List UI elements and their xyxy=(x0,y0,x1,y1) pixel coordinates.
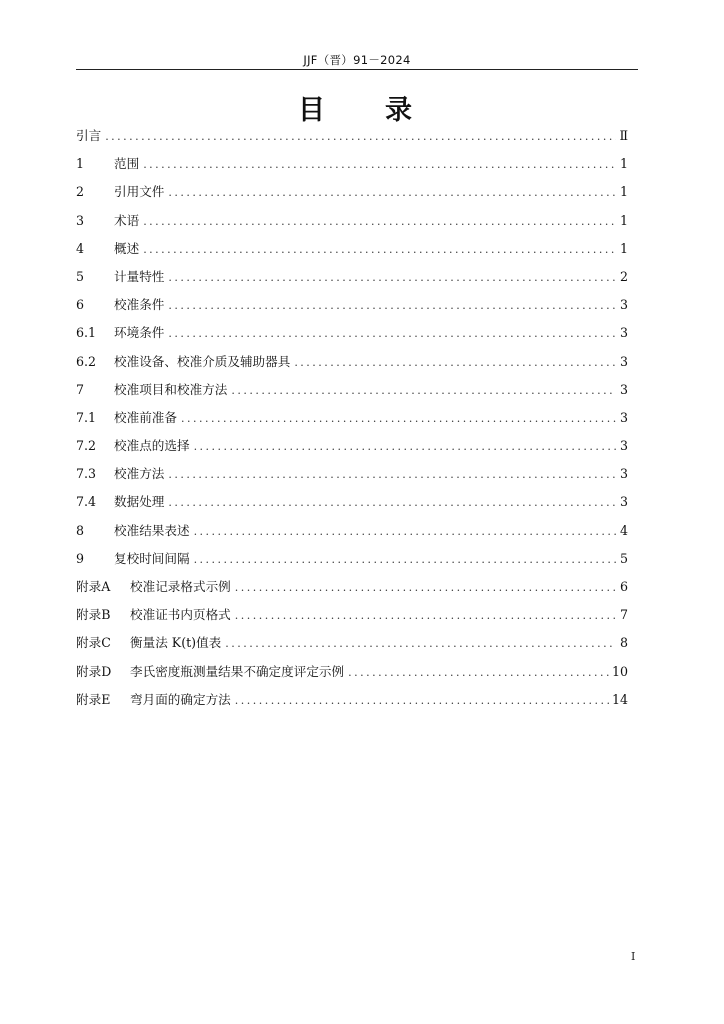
toc-entry-label: 衡量法 K(t)值表 xyxy=(130,635,222,651)
dot-leader xyxy=(194,546,616,574)
toc-entry-number: 9 xyxy=(76,550,85,566)
toc-entry-appendix-b[interactable] xyxy=(76,601,628,629)
dot-leader xyxy=(194,518,616,546)
toc-entry-label: 引用文件 xyxy=(114,184,165,200)
toc-entry-appendix-a[interactable] xyxy=(76,573,628,601)
toc-entry-number: 4 xyxy=(76,240,85,256)
toc-entry-number: 6.2 xyxy=(76,353,97,369)
toc-title: 目录 xyxy=(298,95,472,126)
toc-entry-label: 校准设备、校准介质及辅助器具 xyxy=(114,353,291,369)
toc-entry-label: 校准记录格式示例 xyxy=(130,579,231,594)
dot-leader xyxy=(181,405,616,433)
toc-entry-label: 校准结果表述 xyxy=(114,522,190,538)
toc-entry-page: 2 xyxy=(619,268,628,284)
toc-entry-label: 校准项目和校准方法 xyxy=(114,381,228,397)
toc-entry-page: 3 xyxy=(619,325,628,341)
toc-entry-label: 数据处理 xyxy=(114,494,165,510)
toc-entry-6-1[interactable] xyxy=(76,319,628,347)
dot-leader xyxy=(225,630,616,658)
toc-entry-page: 3 xyxy=(619,494,628,510)
toc-entry-page: 3 xyxy=(619,409,628,425)
toc-entry-page: 3 xyxy=(619,438,628,454)
toc-entry-number: 附录D xyxy=(76,663,112,679)
toc-entry-label: 校准方法 xyxy=(114,466,165,482)
toc-entry-6[interactable] xyxy=(76,291,628,319)
table-of-contents xyxy=(76,122,628,714)
toc-entry-label: 环境条件 xyxy=(114,325,165,341)
toc-entry-number: 附录A xyxy=(76,579,111,594)
dot-leader xyxy=(235,687,610,715)
dot-leader xyxy=(105,123,616,151)
dot-leader xyxy=(294,349,616,377)
toc-entry-label: 引言 xyxy=(76,128,102,143)
toc-entry-label: 李氏密度瓶测量结果不确定度评定示例 xyxy=(130,663,345,679)
toc-entry-page: 3 xyxy=(619,381,628,397)
header-rule xyxy=(76,69,638,70)
toc-entry-number: 7.2 xyxy=(76,438,97,454)
toc-entry-8[interactable] xyxy=(76,517,628,545)
toc-entry-number: 1 xyxy=(76,156,85,172)
toc-entry-page: 10 xyxy=(611,663,628,679)
toc-entry-number: 3 xyxy=(76,212,85,228)
dot-leader xyxy=(143,236,616,264)
toc-entry-page: 3 xyxy=(619,353,628,369)
toc-entry-page: 6 xyxy=(619,579,628,594)
toc-entry-7-2[interactable] xyxy=(76,432,628,460)
toc-entry-9[interactable] xyxy=(76,545,628,573)
toc-entry-appendix-e[interactable] xyxy=(76,686,628,714)
toc-entry-page: 14 xyxy=(611,691,628,707)
toc-entry-5[interactable] xyxy=(76,263,628,291)
dot-leader xyxy=(168,264,616,292)
toc-entry-label: 概述 xyxy=(114,240,140,256)
dot-leader xyxy=(168,179,616,207)
dot-leader xyxy=(168,292,616,320)
toc-entry-label: 校准条件 xyxy=(114,297,165,313)
dot-leader xyxy=(348,659,610,687)
toc-entry-page: 3 xyxy=(619,466,628,482)
toc-entry-1[interactable] xyxy=(76,150,628,178)
toc-entry-page: Ⅱ xyxy=(619,128,628,143)
toc-entry-page: 1 xyxy=(619,240,628,256)
toc-entry-page: 5 xyxy=(619,550,628,566)
toc-entry-number: 6.1 xyxy=(76,325,97,341)
toc-entry-label: 计量特性 xyxy=(114,268,165,284)
dot-leader xyxy=(235,574,616,602)
toc-entry-7[interactable] xyxy=(76,376,628,404)
toc-entry-7-4[interactable] xyxy=(76,488,628,516)
toc-entry-page: 4 xyxy=(619,522,628,538)
toc-entry-6-2[interactable] xyxy=(76,348,628,376)
toc-entry-number: 8 xyxy=(76,522,85,538)
toc-entry-label: 弯月面的确定方法 xyxy=(130,691,231,707)
toc-entry-appendix-c[interactable] xyxy=(76,629,628,657)
toc-entry-4[interactable] xyxy=(76,235,628,263)
toc-entry-page: 7 xyxy=(619,607,628,623)
toc-entry-label: 校准前准备 xyxy=(114,409,177,425)
toc-entry-label: 术语 xyxy=(114,212,140,228)
toc-entry-label: 范围 xyxy=(114,156,140,172)
dot-leader xyxy=(143,208,616,236)
toc-entry-preface[interactable] xyxy=(76,122,628,150)
toc-entry-page: 1 xyxy=(619,212,628,228)
toc-entry-3[interactable] xyxy=(76,207,628,235)
toc-entry-number: 5 xyxy=(76,268,85,284)
toc-entry-number: 7.1 xyxy=(76,409,97,425)
toc-entry-number: 2 xyxy=(76,184,85,200)
toc-entry-7-3[interactable] xyxy=(76,460,628,488)
toc-entry-page: 1 xyxy=(619,184,628,200)
toc-entry-number: 附录B xyxy=(76,607,111,623)
toc-entry-number: 6 xyxy=(76,297,85,313)
dot-leader xyxy=(168,461,616,489)
toc-entry-page: 3 xyxy=(619,297,628,313)
toc-entry-2[interactable] xyxy=(76,178,628,206)
dot-leader xyxy=(168,489,616,517)
toc-entry-number: 7 xyxy=(76,381,85,397)
dot-leader xyxy=(194,433,616,461)
dot-leader xyxy=(168,320,616,348)
toc-entry-number: 附录C xyxy=(76,635,111,651)
dot-leader xyxy=(231,377,616,405)
toc-entry-page: 8 xyxy=(619,635,628,651)
toc-entry-label: 复校时间间隔 xyxy=(114,550,190,566)
toc-entry-page: 1 xyxy=(619,156,628,172)
toc-entry-number: 7.4 xyxy=(76,494,97,510)
toc-entry-appendix-d[interactable] xyxy=(76,658,628,686)
dot-leader xyxy=(143,151,616,179)
toc-entry-7-1[interactable] xyxy=(76,404,628,432)
dot-leader xyxy=(235,602,616,630)
toc-entry-label: 校准点的选择 xyxy=(114,438,190,454)
page-number: I xyxy=(631,950,636,963)
toc-entry-label: 校准证书内页格式 xyxy=(130,607,231,623)
toc-entry-number: 7.3 xyxy=(76,466,97,482)
running-header: JJF（晋）91－2024 xyxy=(303,53,411,67)
toc-entry-number: 附录E xyxy=(76,691,111,707)
